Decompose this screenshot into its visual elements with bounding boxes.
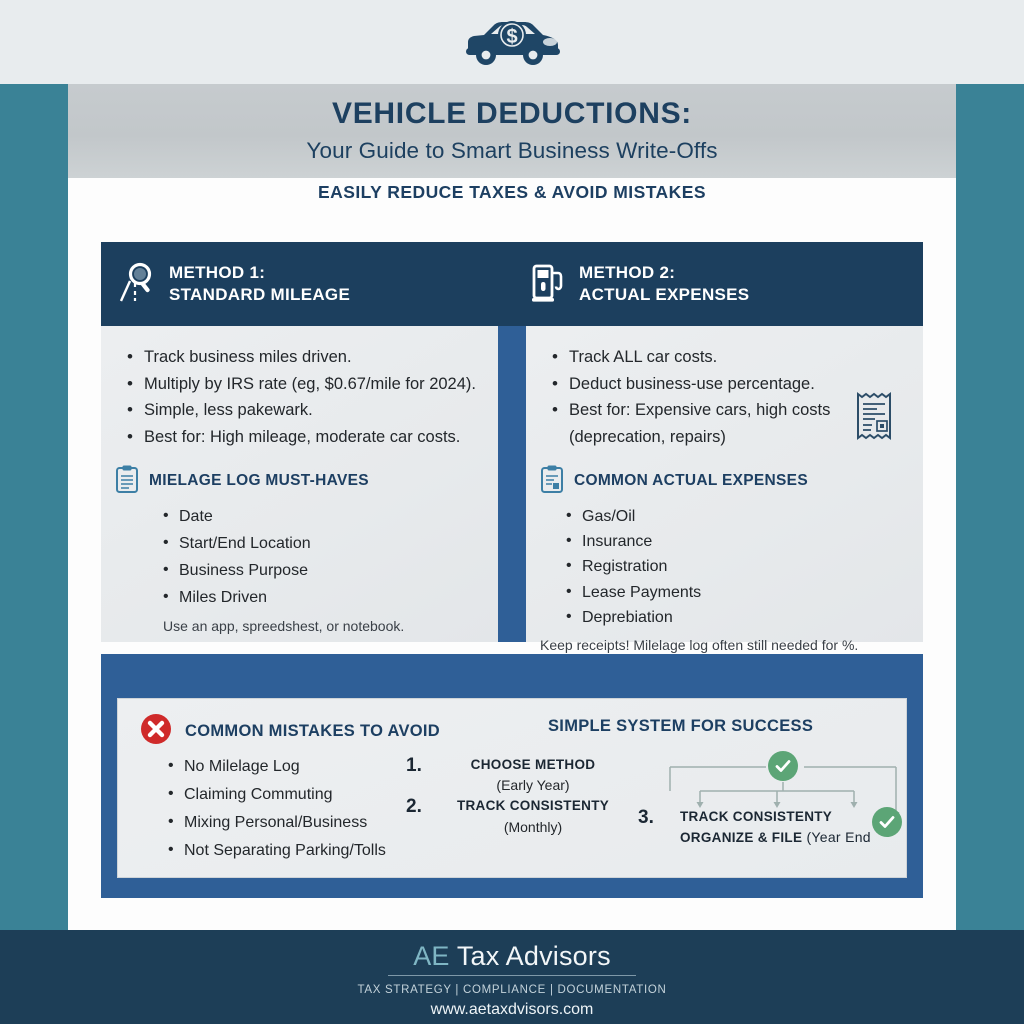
method-2-panel <box>526 326 923 654</box>
page-subtitle: Your Guide to Smart Business Write-Offs <box>306 137 718 163</box>
footer-url[interactable]: www.aetaxdvisors.com <box>430 1001 594 1018</box>
mileage-log-title: MIELAGE LOG MUST-HAVES <box>149 472 369 490</box>
mistakes-title: COMMON MISTAKES TO AVOID <box>185 722 441 740</box>
footer-brand-accent: AE <box>413 941 450 971</box>
list-item: • Best for: Expensive cars, high costs <box>552 397 907 424</box>
list-item: • No Milelage Log <box>168 753 386 781</box>
step-title: TRACK CONSISTENTY <box>456 798 610 814</box>
step-3-line-2-bold: ORGANIZE & FILE <box>680 830 803 846</box>
mileage-log-heading <box>115 465 498 498</box>
step-3-line-2-rest: (Year End <box>802 829 871 846</box>
car-with-dollar-icon <box>458 12 566 75</box>
clipboard-icon <box>115 465 139 498</box>
list-item: • Lease Payments <box>566 580 923 605</box>
top-bar <box>0 0 1024 84</box>
page-title: VEHICLE DEDUCTIONS: <box>332 97 692 130</box>
footer-brand-rest: Tax Advisors <box>449 941 611 971</box>
list-item: • Track business miles driven. <box>127 344 482 371</box>
method-2-header <box>531 242 749 326</box>
list-item: • Start/End Location <box>163 531 498 558</box>
footer-services: TAX STRATEGY | COMPLIANCE | DOCUMENTATION <box>357 984 667 996</box>
footer-brand <box>0 930 1024 972</box>
method-1-label: METHOD 1: STANDARD MILEAGE <box>169 262 351 304</box>
methods-header-bar <box>101 242 923 326</box>
actual-expenses-items <box>526 504 923 630</box>
footer <box>0 930 1024 1024</box>
step-3 <box>638 807 871 849</box>
list-item: • Registration <box>566 554 923 579</box>
method-2-label: METHOD 2: ACTUAL EXPENSES <box>579 262 750 304</box>
list-item: • Track ALL car costs. <box>552 344 907 371</box>
step-subtitle: (Early Year) <box>496 777 570 794</box>
actual-expenses-heading <box>540 465 923 498</box>
list-item: • Claiming Commuting <box>168 781 386 809</box>
list-item: • Business Purpose <box>163 558 498 585</box>
bottom-inner-panel <box>117 698 907 878</box>
step-number: 1. <box>406 755 422 776</box>
list-item: • Multiply by IRS rate (eg, $0.67/mile for 2024). <box>127 371 482 398</box>
method-1-panel <box>101 326 498 642</box>
title-band <box>68 84 956 178</box>
step-1 <box>406 755 636 796</box>
list-item: • Best for: High mileage, moderate car costs. <box>127 424 482 451</box>
list-item: • Miles Driven <box>163 585 498 612</box>
step-2 <box>406 796 636 837</box>
method-panels <box>101 326 923 654</box>
red-x-circle-icon <box>140 713 172 750</box>
step-title: CHOOSE METHOD <box>470 757 596 772</box>
actual-expenses-note: Keep receipts! Milelage log often still needed for %. <box>540 637 859 654</box>
list-item: • Deduct business-use percentage. <box>552 371 907 398</box>
mistakes-list <box>168 753 386 865</box>
method-1-bullets <box>101 326 498 451</box>
svg-text:$: $ <box>506 26 518 48</box>
list-item: • Not Separating Parking/Tolls <box>168 837 386 865</box>
magnifier-road-icon <box>117 261 155 308</box>
tagline: EASILY REDUCE TAXES & AVOID MISTAKES <box>318 182 706 202</box>
mileage-log-note: Use an app, spreedshest, or notebook. <box>163 618 405 635</box>
list-item: • Gas/Oil <box>566 504 923 529</box>
methods-section <box>101 242 923 654</box>
step-number: 3. <box>638 807 654 828</box>
receipt-icon <box>851 388 897 449</box>
step-number: 2. <box>406 796 422 818</box>
content-sheet <box>68 84 956 930</box>
step-3-line-1: TRACK CONSISTENTY <box>680 809 833 824</box>
list-item: • Simple, less pakewark. <box>127 397 482 424</box>
check-circle-icon <box>872 807 902 837</box>
mileage-log-items <box>101 504 498 612</box>
list-item: (deprecation, repairs) <box>569 428 726 447</box>
actual-expenses-title: COMMON ACTUAL EXPENSES <box>574 472 808 490</box>
system-title: SIMPLE SYSTEM FOR SUCCESS <box>548 717 814 735</box>
check-circle-icon <box>768 751 798 781</box>
mistakes-heading <box>140 713 440 750</box>
system-steps <box>406 755 636 838</box>
fuel-pump-icon <box>531 261 565 308</box>
step-3-line-2 <box>680 827 871 848</box>
list-item: • Mixing Personal/Business <box>168 809 386 837</box>
list-item: • Date <box>163 504 498 531</box>
step-subtitle: (Monthly) <box>503 818 563 835</box>
list-item: • Insurance <box>566 529 923 554</box>
bottom-section <box>101 654 923 898</box>
list-item: • Deprebiation <box>566 605 923 630</box>
method-1-header <box>117 242 350 326</box>
clipboard-list-icon <box>540 465 564 498</box>
footer-divider <box>388 975 636 976</box>
